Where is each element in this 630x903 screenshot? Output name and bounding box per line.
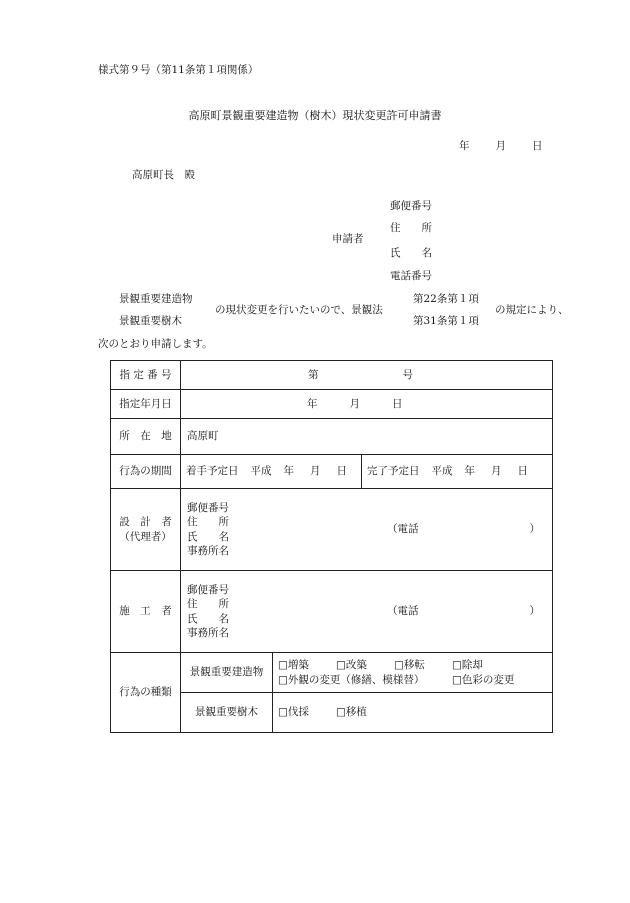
constructor-details[interactable]: [181, 571, 553, 653]
designation-date-label: 指定年月日: [111, 390, 181, 419]
tree-label: 景観重要樹木: [181, 693, 273, 733]
constructor-name-label: 氏 名: [187, 612, 229, 625]
start-date-day: 日: [336, 465, 347, 478]
constructor-address-label: 住 所: [187, 598, 229, 611]
start-date-year: 年: [283, 465, 294, 478]
designation-number-label: 指 定 番 号: [111, 361, 181, 390]
building-option-removal[interactable]: □除却: [452, 659, 483, 672]
building-label: 景観重要建造物: [181, 653, 273, 693]
end-date-label: 完了予定日: [367, 465, 420, 478]
designation-number-go: 号: [402, 368, 413, 381]
building-option-rebuild[interactable]: □改築: [336, 659, 367, 672]
designation-number-row: [111, 361, 553, 390]
end-date-year: 年: [464, 465, 475, 478]
tree-option-transplant[interactable]: □移植: [336, 706, 367, 719]
form-number: 様式第９号（第11条第１項関係）: [98, 64, 259, 76]
designer-phone-open: （電話: [387, 523, 419, 536]
designation-date-value[interactable]: [181, 390, 553, 419]
building-option-color-change[interactable]: □色彩の変更: [452, 673, 515, 686]
start-date-month: 月: [310, 465, 321, 478]
designation-date-row: [111, 390, 553, 419]
start-date-field[interactable]: [181, 455, 362, 488]
document-title: 高原町景観重要建造物（樹木）現状変更許可申請書: [188, 109, 442, 122]
end-date-day: 日: [517, 465, 528, 478]
building-options: [273, 653, 553, 693]
designer-address-label: 住 所: [187, 516, 229, 529]
intro-after-text: の規定により、: [495, 304, 569, 316]
designer-label: 設 計 者: [119, 516, 172, 529]
location-row: [111, 419, 553, 455]
addressee: 高原町長 殿: [132, 169, 195, 181]
location-label: 所 在 地: [111, 419, 181, 455]
designer-label-cell: [111, 489, 181, 571]
designation-number-value[interactable]: [181, 361, 553, 390]
applicant-label: 申請者: [332, 233, 364, 245]
start-date-era: 平成: [250, 465, 272, 478]
act-type-label: 行為の種類: [111, 653, 181, 733]
designer-phone-close: ）: [529, 523, 540, 536]
designation-date-month: 月: [349, 397, 360, 410]
intro-middle-text: の現状変更を行いたいので、景観法: [215, 304, 383, 316]
designation-number-dai: 第: [308, 368, 319, 381]
applicant-phone-label: 電話番号: [390, 270, 432, 282]
constructor-phone-close: ）: [529, 605, 540, 618]
designer-postal-code-label: 郵便番号: [187, 502, 229, 515]
option-article-31: 第31条第１項: [413, 315, 479, 327]
constructor-office-label: 事務所名: [187, 626, 229, 639]
application-date: [459, 140, 543, 153]
end-date-era: 平成: [431, 465, 453, 478]
constructor-label: 施 工 者: [111, 571, 181, 653]
period-row: [111, 455, 553, 489]
designer-sublabel: （代理者）: [119, 530, 172, 543]
end-date-month: 月: [491, 465, 502, 478]
designer-name-label: 氏 名: [187, 530, 229, 543]
option-landscape-building: 景観重要建造物: [119, 293, 193, 305]
act-type-building-row: [111, 653, 553, 693]
option-landscape-tree: 景観重要樹木: [119, 315, 182, 327]
end-date-field[interactable]: [362, 464, 552, 478]
designation-date-year: 年: [307, 397, 318, 410]
date-year: 年: [459, 140, 470, 152]
location-value[interactable]: 高原町: [181, 419, 553, 455]
building-option-extension[interactable]: □増築: [278, 659, 309, 672]
tree-option-felling[interactable]: □伐採: [278, 706, 309, 719]
date-month: 月: [495, 140, 506, 152]
designer-office-label: 事務所名: [187, 544, 229, 557]
constructor-postal-code-label: 郵便番号: [187, 584, 229, 597]
date-day: 日: [532, 140, 543, 152]
applicant-address-label: 住 所: [390, 222, 432, 234]
constructor-row: [111, 571, 553, 653]
designer-details[interactable]: [181, 489, 553, 571]
applicant-postal-code-label: 郵便番号: [390, 200, 432, 212]
start-date-label: 着手予定日: [186, 465, 239, 478]
intro-line2: 次のとおり申請します。: [98, 338, 213, 350]
building-option-exterior-change[interactable]: □外観の変更（修繕、模様替）: [278, 673, 425, 686]
designation-date-day: 日: [392, 397, 403, 410]
application-form-table: [110, 360, 553, 733]
constructor-phone-open: （電話: [387, 605, 419, 618]
option-article-22: 第22条第１項: [413, 293, 479, 305]
tree-options: [273, 693, 553, 733]
period-label: 行為の期間: [111, 455, 181, 489]
building-option-relocation[interactable]: □移転: [394, 659, 425, 672]
applicant-name-label: 氏 名: [390, 247, 432, 259]
designer-row: [111, 489, 553, 571]
